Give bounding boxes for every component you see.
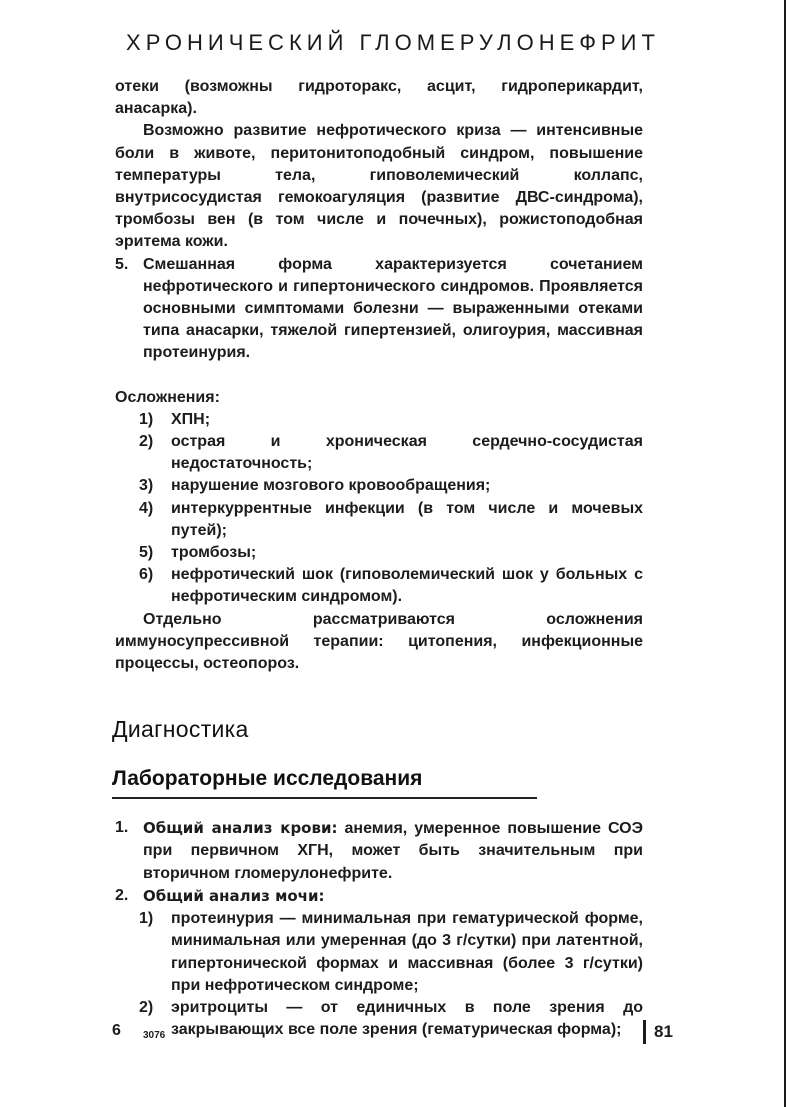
list-number: 2)	[139, 998, 154, 1016]
lab-item-blood	[115, 817, 643, 885]
list-item-text: ХПН;	[171, 410, 211, 428]
page-number-divider	[643, 1020, 646, 1044]
page-number: 81	[654, 1022, 673, 1041]
list-number: 5)	[139, 544, 154, 562]
list-number: 2.	[115, 886, 129, 904]
title-underline	[112, 797, 537, 799]
section-title-diagnostics: Диагностика	[112, 716, 249, 743]
paragraph-continued: отеки (возможны гидроторакс, асцит, гидроперикардит, анасарка).	[115, 78, 643, 118]
list-item-text: интеркуррентные инфекции (в том числе и мочевых путей);	[171, 499, 643, 539]
list-item-text: эритроциты — от единичных в поле зрения до закрывающих все поле зрения (гематурическая форма);	[171, 998, 643, 1039]
urine-item	[115, 997, 643, 1041]
page-content	[112, 76, 643, 1041]
list-item-text: тромбозы;	[171, 544, 257, 562]
complication-item	[115, 409, 643, 431]
paragraph-immunosuppressive: Отдельно рассматриваются осложнения иммуносупрессивной терапии: цитопения, инфекционные процессы, остеопороз.	[115, 610, 643, 673]
lab-item-text: анемия, умеренное повышение СОЭ при первичном ХГН, может быть значительным при вторичном гломерулонефрите.	[143, 820, 643, 882]
complications-heading: Осложнения:	[115, 388, 220, 406]
list-item-text: нарушение мозгового кровообращения;	[171, 477, 491, 495]
complication-item	[115, 475, 643, 497]
lab-tests-list	[115, 817, 643, 1041]
complication-item	[115, 542, 643, 564]
list-item-text: нефротический шок (гиповолемический шок у больных с нефротическим синдромом).	[171, 566, 643, 606]
list-number: 1.	[115, 819, 129, 837]
paragraph-nephrotic-crisis: Возможно развитие нефротического криза — интенсивные боли в животе, перитонитоподобный синдром, повышение температуры тела, гиповолемический коллапс, внутрисосудистая гемокоагуляция (развитие ДВС-синдрома), тромбозы вен (в том числе и почечных), рожистоподобная эритема кожи.	[115, 122, 643, 251]
subsection-title-lab: Лабораторные исследования	[112, 767, 423, 791]
urine-item	[115, 908, 643, 997]
list-item-text: острая и хроническая сердечно-сосудистая недостаточность;	[171, 433, 643, 473]
complications-list	[115, 409, 643, 609]
lab-item-label: Общий анализ крови:	[143, 819, 338, 838]
list-number: 3)	[139, 477, 154, 495]
list-number: 4)	[139, 499, 154, 517]
list-number: 6)	[139, 566, 154, 584]
complication-item	[115, 498, 643, 542]
complication-item	[115, 431, 643, 475]
lab-item-label: Общий анализ мочи:	[143, 886, 325, 905]
print-code: 3076	[143, 1030, 166, 1041]
complication-item	[115, 564, 643, 608]
running-head: ХРОНИЧЕСКИЙ ГЛОМЕРУЛОНЕФРИТ	[126, 30, 660, 55]
list-number: 2)	[139, 433, 154, 451]
list-number: 1)	[139, 910, 154, 928]
list-item-text: Смешанная форма характеризуется сочетанием нефротического и гипертонического синдромов. Проявляется основными симптомами болезни — выраженными отеками типа анасарки, тяжелой гипертензией, олигоурия, массивная протеинурия.	[143, 255, 643, 362]
list-number: 5.	[115, 255, 129, 273]
lab-item-urine	[115, 885, 643, 908]
list-number: 1)	[139, 410, 154, 428]
list-item-text: протеинурия — минимальная при гематурической форме, минимальная или умеренная (до 3 г/сутки) при латентной, гипертонической формах и массивная (более 3 г/сутки) при нефротическом синдроме;	[171, 910, 643, 994]
list-item-mixed-form	[115, 254, 643, 365]
signature-mark: 6	[112, 1022, 121, 1039]
